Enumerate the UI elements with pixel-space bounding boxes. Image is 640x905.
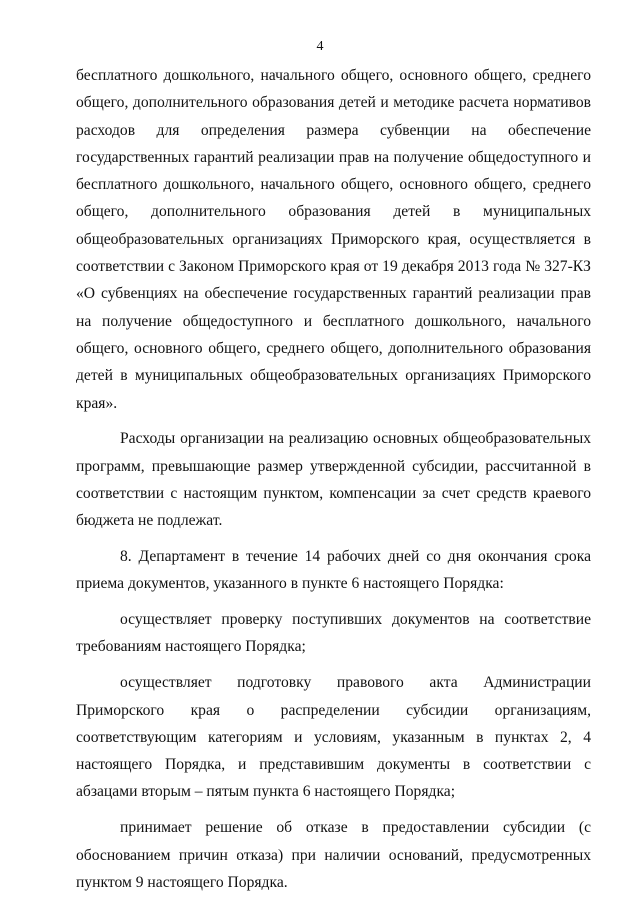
paragraph-continuation: бесплатного дошкольного, начального общего, основного общего, среднего общего, дополнительного образования детей и методике расчета нормативов расходов для определения размера субвенции на обеспечение государственных гарантий реализации прав на получение общедоступного и бесплатного дошкольного, начального общего, основного общего, среднего общего, дополнительного образования детей в муниципальных общеобразовательных организациях Приморского края, осуществляется в соответствии с Законом Приморского края от 19 декабря 2013 года № 327-КЗ «О субвенциях на обеспечение государственных гарантий реализации прав на получение общедоступного и бесплатного дошкольного, начального общего, основного общего, среднего общего, дополнительного образования детей в муниципальных общеобразовательных организациях Приморского края». [76, 67, 591, 412]
page-number: 4 [316, 39, 324, 54]
paragraph-clause-8: 8. Департамент в течение 14 рабочих дней со дня окончания срока приема документов, указанного в пункте 6 настоящего Порядка: [76, 548, 591, 593]
paragraph-legal-act: осуществляет подготовку правового акта Администрации Приморского края о распределении субсидии организациям, соответствующим категориям и условиям, указанным в пунктах 2, 4 настоящего Порядка, и представившим документы в соответствии с абзацами вторым – пятым пункта 6 настоящего Порядка; [76, 674, 591, 801]
paragraph-document-check: осуществляет проверку поступивших документов на соответствие требованиям настоящего Порядка; [76, 611, 591, 656]
paragraph-refusal-decision: принимает решение об отказе в предоставлении субсидии (с обоснованием причин отказа) при наличии оснований, предусмотренных пунктом 9 настоящего Порядка. [76, 819, 591, 891]
paragraph-expenses: Расходы организации на реализацию основных общеобразовательных программ, превышающие размер утвержденной субсидии, рассчитанной в соответствии с настоящим пунктом, компенсации за счет средств краевого бюджета не подлежат. [76, 430, 591, 530]
document-body [76, 62, 591, 896]
